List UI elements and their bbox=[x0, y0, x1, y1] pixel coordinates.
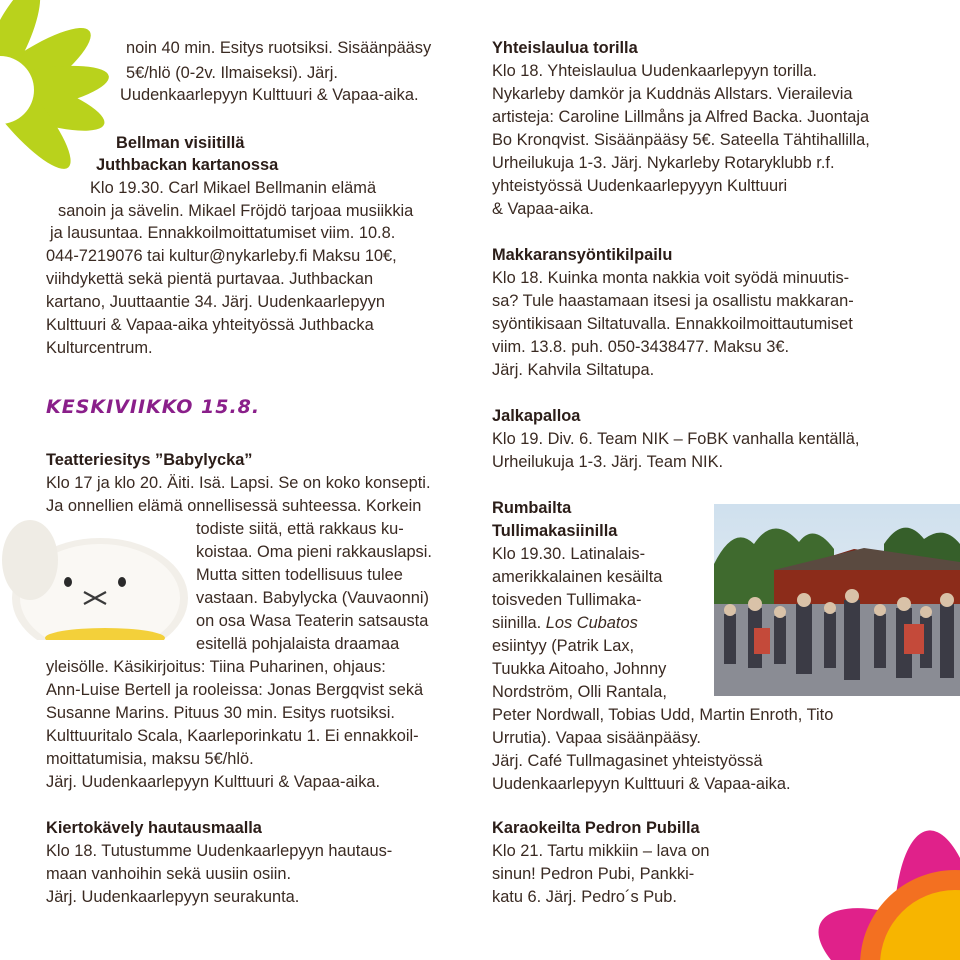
rumba-line-3: toisveden Tullimaka- bbox=[492, 591, 642, 609]
rumba-line-8: Peter Nordwall, Tobias Udd, Martin Enroth, Tito bbox=[492, 706, 834, 724]
makkara-line-5: Järj. Kahvila Siltatupa. bbox=[492, 361, 655, 379]
yhteis-line-6: yhteistyössä Uudenkaarlepyyyn Kulttuuri bbox=[492, 177, 788, 195]
flower-bottom-right-decoration bbox=[740, 790, 960, 960]
toy-rabbit-photo bbox=[0, 520, 190, 640]
bellman-line-6: kartano, Juuttaantie 34. Järj. Uudenkaarlepyyn bbox=[46, 293, 385, 311]
rumba-line-9: Urrutia). Vapaa sisäänpääsy. bbox=[492, 729, 701, 747]
day-heading: KESKIVIIKKO 15.8. bbox=[46, 396, 261, 418]
teatteri-line-5: Mutta sitten todellisuus tulee bbox=[196, 566, 403, 584]
teatteri-line-9: yleisölle. Käsikirjoitus: Tiina Puharinen, ohjaus: bbox=[46, 658, 386, 676]
teatteri-line-13: moittatumisia, maksu 5€/hlö. bbox=[46, 750, 254, 768]
bellman-line-2: sanoin ja sävelin. Mikael Fröjdö tarjoaa musiikkia bbox=[58, 202, 414, 220]
bellman-line-7: Kulttuuri & Vapaa-aika yhteityössä Juthbacka bbox=[46, 316, 374, 334]
bellman-line-3: ja lausuntaa. Ennakkoilmoittatumiset viim. 10.8. bbox=[50, 224, 396, 242]
bellman-line-1: Klo 19.30. Carl Mikael Bellmanin elämä bbox=[90, 179, 377, 197]
makkara-line-3: syöntikisaan Siltatuvalla. Ennakkoilmoittautumiset bbox=[492, 315, 853, 333]
karaoke-title: Karaokeilta Pedron Pubilla bbox=[492, 819, 700, 837]
bellman-line-4: 044-7219076 tai kultur@nykarleby.fi Maksu 10€, bbox=[46, 247, 397, 265]
makkara-title: Makkaransyöntikilpailu bbox=[492, 246, 673, 264]
rumba-line-10: Järj. Café Tullmagasinet yhteistyössä bbox=[492, 752, 763, 770]
band-name: Los Cubatos bbox=[545, 614, 638, 632]
karaoke-line-2: sinun! Pedron Pubi, Pankki- bbox=[492, 865, 695, 883]
teatteri-title: Teatteriesitys ”Babylycka” bbox=[46, 451, 253, 469]
teatteri-line-3: todiste siitä, että rakkaus ku- bbox=[196, 520, 404, 538]
teatteri-line-6: vastaan. Babylycka (Vauvaonni) bbox=[196, 589, 429, 607]
makkara-line-4: viim. 13.8. puh. 050-3438477. Maksu 3€. bbox=[492, 338, 790, 356]
teatteri-line-14: Järj. Uudenkaarlepyyn Kulttuuri & Vapaa-aika. bbox=[46, 773, 381, 791]
yhteis-title: Yhteislaulua torilla bbox=[492, 39, 638, 57]
makkara-line-2: sa? Tule haastamaan itsesi ja osallistu makkaran- bbox=[492, 292, 854, 310]
kierto-line-1: Klo 18. Tutustumme Uudenkaarlepyyn hautaus- bbox=[46, 842, 393, 860]
teatteri-line-11: Susanne Marins. Pituus 30 min. Esitys ruotsiksi. bbox=[46, 704, 395, 722]
yhteis-line-7: & Vapaa-aika. bbox=[492, 200, 594, 218]
rumba-line-4 bbox=[492, 612, 638, 635]
kierto-line-3: Järj. Uudenkaarlepyyn seurakunta. bbox=[46, 888, 300, 906]
rumba-line-4-text: siinilla. bbox=[492, 614, 546, 632]
yhteis-line-5: Urheilukuja 1-3. Järj. Nykarleby Rotaryklubb r.f. bbox=[492, 154, 835, 172]
rumba-line-1: Klo 19.30. Latinalais- bbox=[492, 545, 646, 563]
intro-line-2: 5€/hlö (0-2v. Ilmaiseksi). Järj. bbox=[126, 64, 338, 82]
rumba-line-6: Tuukka Aitoaho, Johnny bbox=[492, 660, 667, 678]
rumba-line-5: esiintyy (Patrik Lax, bbox=[492, 637, 635, 655]
yhteis-line-1: Klo 18. Yhteislaulua Uudenkaarlepyyn torilla. bbox=[492, 62, 817, 80]
jalka-line-2: Urheilukuja 1-3. Järj. Team NIK. bbox=[492, 453, 724, 471]
teatteri-line-12: Kulttuuritalo Scala, Kaarleporinkatu 1. Ei ennakkoil- bbox=[46, 727, 419, 745]
kierto-line-2: maan vanhoihin sekä uusiin osiin. bbox=[46, 865, 292, 883]
teatteri-line-1: Klo 17 ja klo 20. Äiti. Isä. Lapsi. Se on koko konsepti. bbox=[46, 474, 431, 492]
intro-line-3: Uudenkaarlepyyn Kulttuuri & Vapaa-aika. bbox=[120, 86, 419, 104]
teatteri-line-10: Ann-Luise Bertell ja rooleissa: Jonas Bergqvist sekä bbox=[46, 681, 424, 699]
jalka-title: Jalkapalloa bbox=[492, 407, 581, 425]
bellman-title-1: Bellman visiitillä bbox=[116, 134, 245, 152]
intro-line-1: noin 40 min. Esitys ruotsiksi. Sisäänpääsy bbox=[126, 39, 432, 57]
makkara-line-1: Klo 18. Kuinka monta nakkia voit syödä minuutis- bbox=[492, 269, 850, 287]
kierto-title: Kiertokävely hautausmaalla bbox=[46, 819, 262, 837]
yhteis-line-2: Nykarleby damkör ja Kuddnäs Allstars. Vierailevia bbox=[492, 85, 853, 103]
jalka-line-1: Klo 19. Div. 6. Team NIK – FoBK vanhalla kentällä, bbox=[492, 430, 860, 448]
karaoke-line-3: katu 6. Järj. Pedro´s Pub. bbox=[492, 888, 677, 906]
bellman-title-2: Juthbackan kartanossa bbox=[96, 156, 279, 174]
teatteri-line-4: koistaa. Oma pieni rakkauslapsi. bbox=[196, 543, 432, 561]
rumba-line-2: amerikkalainen kesäilta bbox=[492, 568, 663, 586]
event-crowd-photo bbox=[714, 504, 960, 696]
teatteri-line-8: esitellä pohjalaista draamaa bbox=[196, 635, 400, 653]
yhteis-line-3: artisteja: Caroline Lillmåns ja Alfred Backa. Juontaja bbox=[492, 108, 870, 126]
rumba-line-7: Nordström, Olli Rantala, bbox=[492, 683, 667, 701]
rumba-title-2: Tullimakasiinilla bbox=[492, 522, 618, 540]
teatteri-line-2: Ja onnellien elämä onnellisessä suhteessa. Korkein bbox=[46, 497, 422, 515]
rumba-line-11: Uudenkaarlepyyn Kulttuuri & Vapaa-aika. bbox=[492, 775, 791, 793]
karaoke-line-1: Klo 21. Tartu mikkiin – lava on bbox=[492, 842, 710, 860]
teatteri-line-7: on osa Wasa Teaterin satsausta bbox=[196, 612, 429, 630]
bellman-line-8: Kulturcentrum. bbox=[46, 339, 153, 357]
bellman-line-5: viihdykettä sekä pientä purtavaa. Juthbackan bbox=[46, 270, 374, 288]
yhteis-line-4: Bo Kronqvist. Sisäänpääsy 5€. Sateella Tähtihallilla, bbox=[492, 131, 870, 149]
rumba-title-1: Rumbailta bbox=[492, 499, 572, 517]
